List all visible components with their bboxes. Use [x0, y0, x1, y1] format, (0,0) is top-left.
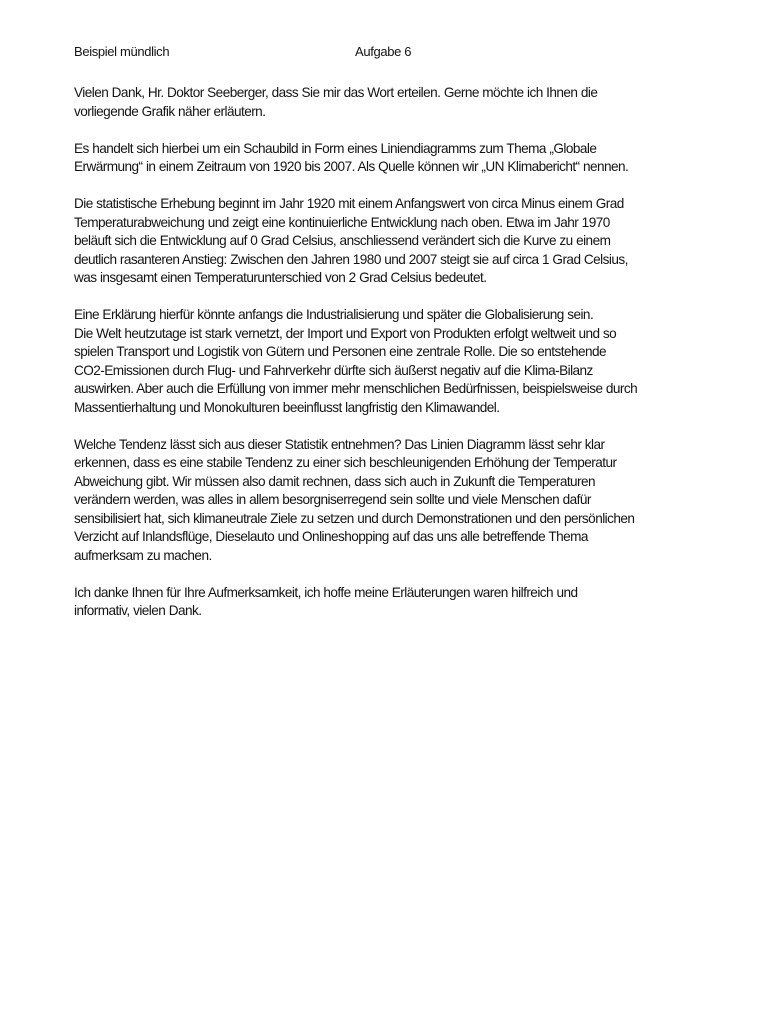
paragraph: [74, 436, 700, 566]
text-line: vorliegende Grafik näher erläutern.: [74, 103, 266, 119]
text-line: beläuft sich die Entwicklung auf 0 Grad Celsius, anschliessend verändert sich die Kurve zu einem: [74, 233, 611, 248]
text-line: Die Welt heutzutage ist stark vernetzt, der Import und Export von Produkten erfolgt weltweit und so: [74, 325, 617, 341]
text-line: CO2-Emissionen durch Flug- und Fahrverkehr dürfte sich äußerst negativ auf die Klima-Bilanz: [74, 362, 593, 378]
header-task-number: Aufgabe 6: [355, 44, 412, 59]
text-line: auswirken. Aber auch die Erfüllung von immer mehr menschlichen Bedürfnissen, beispielsweise durch: [74, 381, 638, 396]
text-line: Die statistische Erhebung beginnt im Jahr 1920 mit einem Anfangswert von circa Minus einem Grad: [74, 196, 624, 211]
paragraph: [74, 84, 700, 121]
text-line: spielen Transport und Logistik von Gütern und Personen eine zentrale Rolle. Die so entstehende: [74, 344, 607, 359]
text-line: Massentierhaltung und Monokulturen beeinflusst langfristig den Klimawandel.: [74, 399, 500, 415]
page-header: [74, 43, 694, 61]
paragraph: [74, 306, 700, 417]
text-line: verändern werden, was alles in allem besorgniserregend sein sollte und viele Menschen dafür: [74, 492, 591, 507]
text-line: sensibilisiert hat, sich klimaneutrale Ziele zu setzen und durch Demonstrationen und den persönlichen: [74, 510, 635, 526]
text-line: Welche Tendenz lässt sich aus dieser Statistik entnehmen? Das Linien Diagramm lässt sehr klar: [74, 436, 605, 452]
text-line: Temperaturabweichung und zeigt eine kontinuierliche Entwicklung nach oben. Etwa im Jahr 1970: [74, 214, 610, 230]
text-line: informativ, vielen Dank.: [74, 603, 202, 618]
text-line: aufmerksam zu machen.: [74, 547, 212, 563]
text-line: Eine Erklärung hierfür könnte anfangs die Industrialisierung und später die Globalisierung sein.: [74, 307, 594, 322]
header-title: Beispiel mündlich: [74, 44, 170, 59]
text-line: Erwärmung“ in einem Zeitraum von 1920 bis 2007. Als Quelle können wir „UN Klimabericht“ nennen.: [74, 159, 629, 174]
text-line: Es handelt sich hierbei um ein Schaubild in Form eines Liniendiagramms zum Thema „Globale: [74, 140, 597, 156]
text-line: Verzicht auf Inlandsflüge, Dieselauto und Onlineshopping auf das uns alle betreffende Thema: [74, 529, 588, 544]
text-line: Ich danke Ihnen für Ihre Aufmerksamkeit, ich hoffe meine Erläuterungen waren hilfreich und: [74, 584, 578, 600]
text-line: Vielen Dank, Hr. Doktor Seeberger, dass Sie mir das Wort erteilen. Gerne möchte ich Ihnen die: [74, 85, 598, 100]
paragraph: [74, 195, 700, 288]
document-body: [74, 84, 700, 639]
text-line: deutlich rasanteren Anstieg: Zwischen den Jahren 1980 und 2007 steigt sie auf circa 1 Grad Celsius,: [74, 251, 628, 267]
text-line: erkennen, dass es eine stabile Tendenz zu einer sich beschleunigenden Erhöhung der Temperatur: [74, 455, 617, 470]
paragraph: [74, 140, 700, 177]
text-line: Abweichung gibt. Wir müssen also damit rechnen, dass sich auch in Zukunft die Temperaturen: [74, 473, 596, 489]
text-line: was insgesamt einen Temperaturunterschied von 2 Grad Celsius bedeutet.: [74, 270, 487, 285]
paragraph: [74, 584, 700, 621]
